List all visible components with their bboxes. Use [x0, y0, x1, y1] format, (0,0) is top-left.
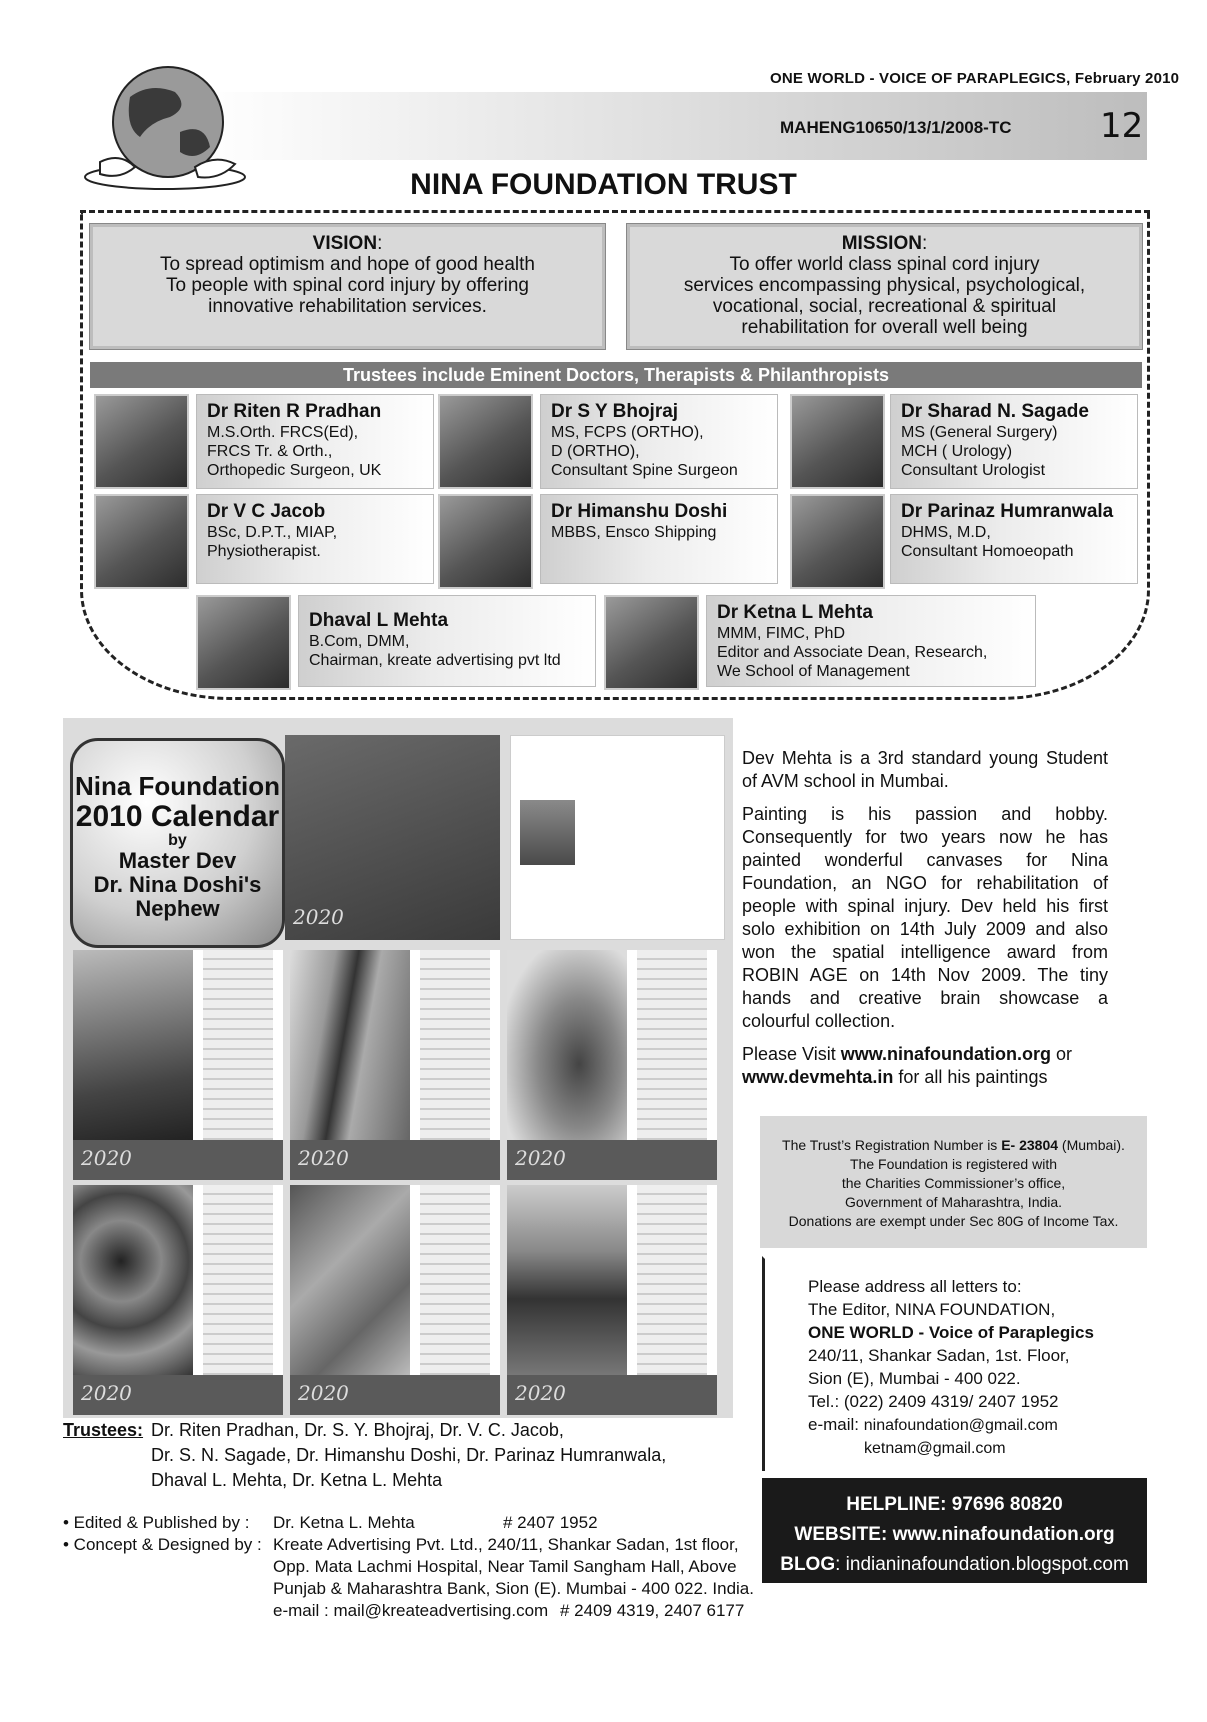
calendar-page	[290, 950, 500, 1180]
person-detail: Orthopedic Surgeon, UK	[207, 462, 382, 479]
email-link[interactable]: ninafoundation@gmail.com	[863, 1417, 1058, 1434]
vision-line: To spread optimism and hope of good health	[160, 254, 535, 275]
person-detail: B.Com, DMM,	[309, 633, 410, 650]
portrait-photo	[438, 394, 533, 489]
badge-line: Dr. Nina Doshi's	[93, 872, 262, 897]
page-title: NINA FOUNDATION TRUST	[410, 168, 797, 201]
artist-photo	[520, 800, 575, 865]
calendar-page	[73, 950, 283, 1180]
person-detail: Chairman, kreate advertising pvt ltd	[309, 652, 561, 669]
vision-line: To people with spinal cord injury by offering	[166, 275, 529, 296]
vision-line: innovative rehabilitation services.	[208, 296, 487, 317]
person-card	[890, 394, 1138, 489]
address-line: 240/11, Shankar Sadan, 1st. Floor,	[808, 1346, 1070, 1365]
address-line: Sion (E), Mumbai - 400 022.	[808, 1369, 1021, 1388]
credit-row: e-mail : mail@kreateadvertising.com # 2409 4319, 2407 6177	[63, 1600, 763, 1622]
mission-box	[627, 224, 1142, 349]
year-mark: 2020	[293, 905, 344, 929]
person-detail: We School of Management	[717, 663, 910, 680]
person-name: Dr V C Jacob	[207, 501, 326, 522]
website-link[interactable]: www.ninafoundation.org	[840, 1044, 1052, 1064]
person-card	[890, 494, 1138, 584]
page-number: 12	[1100, 106, 1144, 146]
registration-line: Government of Maharashtra, India.	[844, 1194, 1063, 1210]
calendar-badge	[70, 738, 285, 948]
person-detail: MCH ( Urology)	[901, 443, 1013, 460]
website-line[interactable]: WEBSITE: www.ninafoundation.org	[794, 1524, 1115, 1545]
portrait-photo	[790, 394, 885, 489]
portrait-photo	[438, 494, 533, 589]
person-card	[540, 394, 778, 489]
person-detail: M.S.Orth. FRCS(Ed),	[207, 424, 359, 441]
person-card	[196, 394, 434, 489]
calendar-cover-left	[285, 735, 500, 940]
person-card	[540, 494, 778, 584]
painting-image	[507, 950, 627, 1140]
mission-line: services encompassing physical, psychological,	[683, 275, 1086, 296]
calendar-footer-strip: 2020	[290, 1140, 500, 1180]
calendar-footer-strip: 2020	[73, 1140, 283, 1180]
helpline-number: HELPLINE: 97696 80820	[846, 1494, 1063, 1515]
email-link[interactable]: ketnam@gmail.com	[864, 1440, 1006, 1457]
person-name: Dhaval L Mehta	[309, 610, 449, 631]
address-line: Tel.: (022) 2409 4319/ 2407 1952	[808, 1392, 1059, 1411]
registration-number: MAHENG10650/13/1/2008-TC	[780, 118, 1012, 137]
article-paragraph: Please Visit www.ninafoundation.org or www.devmehta.in for all his paintings	[742, 1044, 1073, 1087]
badge-line: 2010 Calendar	[75, 800, 280, 833]
article-paragraph: Dev Mehta is a 3rd standard young Student of AVM school in Mumbai.	[742, 748, 1108, 791]
registration-line: The Trust’s Registration Number is E- 23804 (Mumbai).	[782, 1137, 1125, 1153]
person-detail: MS (General Surgery)	[901, 424, 1058, 441]
person-detail: Consultant Spine Surgeon	[551, 462, 738, 479]
person-detail: MMM, FIMC, PhD	[717, 625, 845, 642]
person-name: Dr Sharad N. Sagade	[901, 401, 1089, 422]
painting-image	[507, 1185, 627, 1375]
person-card	[196, 494, 434, 584]
person-detail: Physiotherapist.	[207, 543, 321, 560]
trustees-label: Trustees:	[63, 1420, 144, 1440]
month-grid	[637, 950, 707, 1140]
mission-heading: MISSION:	[841, 233, 928, 254]
person-name: Dr Parinaz Humranwala	[901, 501, 1114, 522]
person-detail: Consultant Homoeopath	[901, 543, 1074, 560]
person-detail: Editor and Associate Dean, Research,	[717, 644, 988, 661]
calendar-page	[507, 950, 717, 1180]
address-line: The Editor, NINA FOUNDATION,	[808, 1300, 1056, 1319]
person-detail: MS, FCPS (ORTHO),	[551, 424, 704, 441]
address-line: e-mail: ninafoundation@gmail.com	[808, 1415, 1058, 1434]
publication-line: ONE WORLD - VOICE OF PARAPLEGICS, February 2010	[770, 70, 1180, 87]
person-detail: DHMS, M.D,	[901, 524, 991, 541]
address-line: ONE WORLD - Voice of Paraplegics	[808, 1323, 1094, 1342]
vision-box	[90, 224, 605, 349]
person-detail: D (ORTHO),	[551, 443, 640, 460]
calendar-page	[73, 1185, 283, 1415]
portrait-photo	[196, 595, 291, 690]
person-name: Dr S Y Bhojraj	[551, 401, 679, 422]
month-grid	[420, 1185, 490, 1375]
person-name: Dr Ketna L Mehta	[717, 602, 873, 623]
badge-line: Master Dev	[118, 848, 237, 873]
person-detail: MBBS, Ensco Shipping	[551, 524, 717, 541]
calendar-footer-strip: 2020	[290, 1375, 500, 1415]
painting-image	[290, 1185, 410, 1375]
calendar-footer-strip: 2020	[507, 1140, 717, 1180]
mission-line: vocational, social, recreational & spiritual	[712, 296, 1057, 317]
registration-box	[760, 1116, 1147, 1248]
portrait-photo	[790, 494, 885, 589]
website-link[interactable]: www.devmehta.in	[742, 1067, 894, 1087]
person-name: Dr Riten R Pradhan	[207, 401, 382, 422]
article-paragraph: Painting is his passion and hobby. Consequently for two years now he has painted wonderful canvases for Nina Foundation, an NGO for rehabilitation of people with spinal injury. Dev held his first solo exhibition on 14th July 2009 and also won the spatial intelligence award from ROBIN AGE on 14th Nov 2009. The tiny hands and creative brain showcase a colourful collection.	[742, 804, 1108, 1031]
mission-line: To offer world class spinal cord injury	[729, 254, 1040, 275]
month-grid	[203, 1185, 273, 1375]
person-detail: Consultant Urologist	[901, 462, 1046, 479]
portrait-photo	[94, 394, 189, 489]
calendar-footer-strip: 2020	[73, 1375, 283, 1415]
registration-line: Donations are exempt under Sec 80G of Income Tax.	[788, 1213, 1119, 1229]
credit-row: • Edited & Published by : Dr. Ketna L. Mehta # 2407 1952	[63, 1513, 598, 1532]
blog-line[interactable]: BLOG: indianinafoundation.blogspot.com	[780, 1554, 1129, 1575]
painting-image	[73, 950, 193, 1140]
person-name: Dr Himanshu Doshi	[551, 501, 728, 522]
registration-line: the Charities Commissioner’s office,	[841, 1175, 1066, 1191]
trustee-banner: Trustees include Eminent Doctors, Therapists & Philanthropists	[90, 362, 1142, 388]
portrait-photo	[604, 595, 699, 690]
calendar-page	[507, 1185, 717, 1415]
credits: • Edited & Published by : Dr. Ketna L. Mehta # 2407 1952 • Concept & Designed by : Kreate Advertising Pvt. Ltd., 240/11, Shankar Sadan, 1st floor, Opp. Mata Lachmi Hospital, Near Tamil Sangham Hall, Above Punjab & Maharashtra Bank, Sion (E). Mumbai - 400 022. India. e-mail : mail@kreateadvertising.com # 2409 4319, 2407 6177	[63, 1512, 763, 1622]
month-grid	[203, 950, 273, 1140]
registration-line: The Foundation is registered with	[850, 1156, 1057, 1172]
person-detail: FRCS Tr. & Orth.,	[207, 443, 333, 460]
address-line: Please address all letters to:	[808, 1277, 1022, 1296]
helpline-box	[762, 1478, 1147, 1583]
painting-image	[73, 1185, 193, 1375]
person-detail: BSc, D.P.T., MIAP,	[207, 524, 338, 541]
month-grid	[637, 1185, 707, 1375]
address-box	[762, 1256, 1147, 1471]
person-card	[706, 595, 1036, 687]
mission-line: rehabilitation for overall well being	[741, 317, 1028, 338]
badge-line: by	[168, 832, 187, 849]
article-text	[742, 747, 1108, 1099]
calendar-footer-strip: 2020	[507, 1375, 717, 1415]
person-card	[298, 595, 596, 687]
badge-line: Nina Foundation	[74, 771, 281, 801]
email-link[interactable]: e-mail : mail@kreateadvertising.com	[273, 1601, 549, 1620]
vision-heading: VISION:	[312, 233, 383, 254]
month-grid	[420, 950, 490, 1140]
credit-row: • Concept & Designed by : Kreate Advertising Pvt. Ltd., 240/11, Shankar Sadan, 1st floor,	[63, 1535, 739, 1554]
calendar-page	[290, 1185, 500, 1415]
trustees-names: Dr. Riten Pradhan, Dr. S. Y. Bhojraj, Dr. V. C. Jacob, Dr. S. N. Sagade, Dr. Himanshu Doshi, Dr. Parinaz Humranwala, Dhaval L. Mehta, Dr. Ketna L. Mehta	[151, 1420, 667, 1490]
badge-line: Nephew	[135, 896, 220, 921]
painting-image	[290, 950, 410, 1140]
portrait-photo	[94, 494, 189, 589]
